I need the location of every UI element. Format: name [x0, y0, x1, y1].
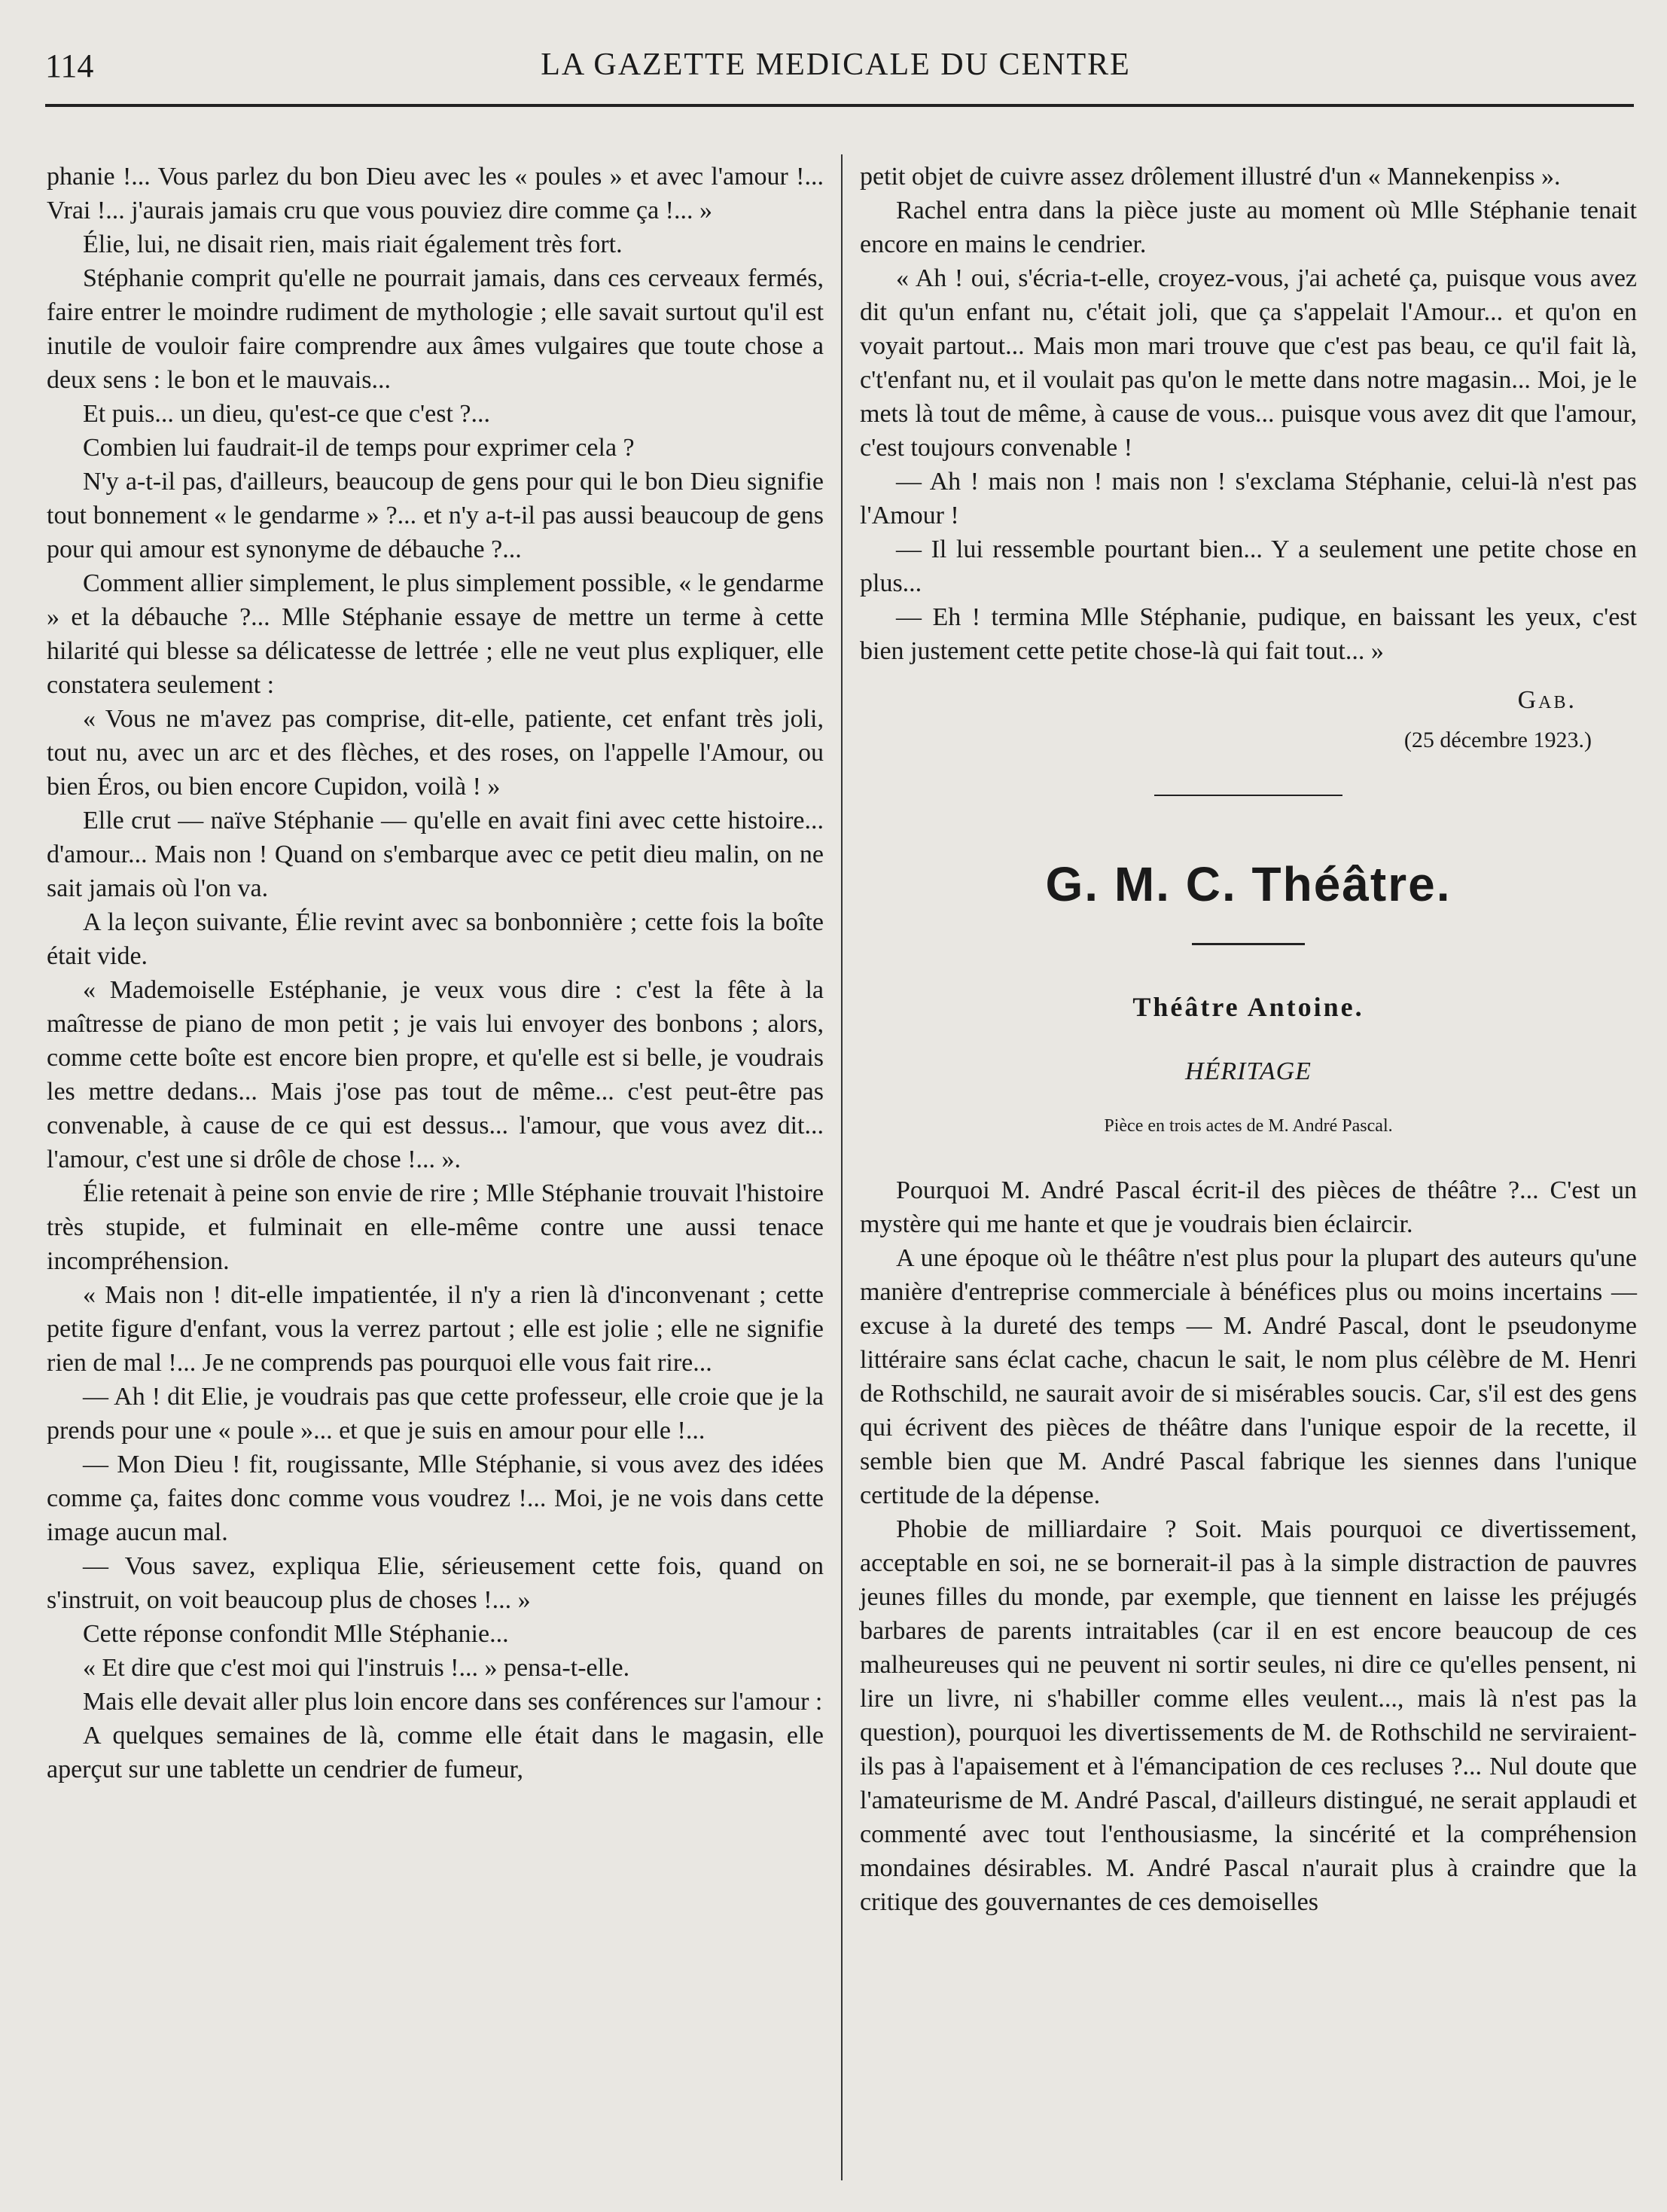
- paragraph: Élie retenait à peine son envie de rire ; Mlle Stéphanie trouvait l'histoire très stupide, et fulminait en elle-même contre une aussi tenace incompréhension.: [47, 1179, 824, 1275]
- paragraph: A la leçon suivante, Élie revint avec sa bonbonnière ; cette fois la boîte était vide.: [47, 908, 824, 970]
- paragraph: petit objet de cuivre assez drôlement illustré d'un « Mannekenpiss ».: [860, 163, 1561, 191]
- paragraph: Et puis... un dieu, qu'est-ce que c'est ?...: [83, 400, 490, 428]
- paragraph: — Vous savez, expliqua Elie, sérieusement cette fois, quand on s'instruit, on voit beaucoup plus de choses !... »: [47, 1552, 824, 1614]
- paragraph: — Eh ! termina Mlle Stéphanie, pudique, en baissant les yeux, c'est bien justement cette petite chose-là qui fait tout... »: [860, 603, 1637, 665]
- paragraph: — Mon Dieu ! fit, rougissante, Mlle Stéphanie, si vous avez des idées comme ça, faites donc comme vous voudrez !... Moi, je ne vois dans cette image aucun mal.: [47, 1451, 824, 1546]
- paragraph: Élie, lui, ne disait rien, mais riait également très fort.: [83, 230, 623, 258]
- paragraph: « Et dire que c'est moi qui l'instruis !... » pensa-t-elle.: [83, 1654, 630, 1682]
- theatre-review: [860, 1173, 1637, 1919]
- paragraph: Combien lui faudrait-il de temps pour exprimer cela ?: [83, 434, 635, 462]
- paragraph: N'y a-t-il pas, d'ailleurs, beaucoup de gens pour qui le bon Dieu signifie tout bonnement « le gendarme » ?... et n'y a-t-il pas aussi beaucoup de gens pour qui amour est synonyme de débauche ?...: [47, 468, 824, 563]
- paragraph: Phobie de milliardaire ? Soit. Mais pourquoi ce divertissement, acceptable en soi, ne se bornerait-il pas à la simple distraction de pauvres jeunes filles du monde, par exemple, que tiennent en laisse les préjugés barbares de parents intraitables (car il en est encore beaucoup de ces malheureuses qui ne peuvent ni sortir seules, ni dire ce qu'elles pensent, ni lire un livre, ni s'habiller comme elles veulent..., mais là n'est pas la question), pourquoi les divertissements de M. de Rothschild ne serviraient-ils pas à l'apaisement et à l'émancipation de ces recluses ?... Nul doute que l'amateurisme de M. André Pascal, d'ailleurs distingué, ne serait applaudi et commenté avec tout l'enthousiasme, la sincérité et la compréhension mondaines désirables. M. André Pascal n'aurait plus à craindre que la critique des gouvernantes de ces demoiselles: [860, 1515, 1637, 1916]
- paragraph: — Il lui ressemble pourtant bien... Y a seulement une petite chose en plus...: [860, 535, 1637, 597]
- paragraph: « Ah ! oui, s'écria-t-elle, croyez-vous, j'ai acheté ça, puisque vous avez dit qu'un enfant nu, c'était joli, que ça s'appelait l'Amour... et qu'on en voyait partout... Mais mon mari trouve que c'est pas beau, ce qu'il fait là, c't'enfant nu, et il voulait pas qu'on le mette dans notre magasin... Moi, je le mets là tout de même, à cause de vous... puisque vous avez dit que l'amour, c'est toujours convenable !: [860, 264, 1637, 462]
- page-header: [45, 47, 1626, 99]
- paragraph: — Ah ! dit Elie, je voudrais pas que cette professeur, elle croie que je la prends pour une « poule »... et que je suis en amour pour elle !...: [47, 1383, 824, 1445]
- paragraph: Mais elle devait aller plus loin encore dans ses conférences sur l'amour :: [83, 1688, 823, 1716]
- paragraph: Cette réponse confondit Mlle Stéphanie...: [83, 1620, 509, 1648]
- left-column: [47, 160, 824, 1786]
- right-column: [860, 160, 1637, 1919]
- section-title: G. M. C. Théâtre.: [1045, 857, 1452, 911]
- paragraph: Elle crut — naïve Stéphanie — qu'elle en avait fini avec cette histoire... d'amour... Mais non ! Quand on s'embarque avec ce petit dieu malin, on ne sait jamais où l'on va.: [47, 807, 824, 902]
- page-number: 114: [45, 47, 94, 84]
- paragraph: Stéphanie comprit qu'elle ne pourrait jamais, dans ces cerveaux fermés, faire entrer le moindre rudiment de mythologie ; elle savait surtout qu'il est inutile de vouloir faire comprendre aux âmes vulgaires que toute chose a deux sens : le bon et le mauvais...: [47, 264, 824, 394]
- section-separator: [1154, 795, 1342, 796]
- paragraph: — Ah ! mais non ! mais non ! s'exclama Stéphanie, celui-là n'est pas l'Amour !: [860, 468, 1637, 529]
- paragraph: « Mais non ! dit-elle impatientée, il n'y a rien là d'inconvenant ; cette petite figure d'enfant, vous la verrez partout ; elle est jolie ; elle ne signifie rien de mal !... Je ne comprends pas pourquoi elle vous fait rire...: [47, 1281, 824, 1377]
- play-subtitle: Pièce en trois actes de M. André Pascal.: [1104, 1116, 1393, 1136]
- paragraph: A une époque où le théâtre n'est plus pour la plupart des auteurs qu'une manière d'entreprise commerciale à bénéfices plus ou moins incertains — excuse à la dureté des temps — M. André Pascal, dont le pseudonyme littéraire sans éclat cache, chacun le sait, le nom plus célèbre de M. Henri de Rothschild, ne saurait avoir de si misérables soucis. Car, s'il est des gens qui écrivent des pièces de théâtre dans l'unique espoir de la recette, il semble bien que M. André Pascal fabrique les siennes dans l'unique certitude de la dépense.: [860, 1244, 1637, 1509]
- column-divider: [841, 154, 843, 2180]
- paragraph: A quelques semaines de là, comme elle était dans le magasin, elle aperçut sur une tablette un cendrier de fumeur,: [47, 1722, 824, 1783]
- signature-date: (25 décembre 1923.): [1403, 728, 1592, 752]
- play-title: HÉRITAGE: [1185, 1057, 1312, 1085]
- running-title: LA GAZETTE MEDICALE DU CENTRE: [541, 47, 1131, 82]
- paragraph: phanie !... Vous parlez du bon Dieu avec les « poules » et avec l'amour !... Vrai !... j'aurais jamais cru que vous pouviez dire comme ça !... »: [47, 163, 824, 224]
- paragraph: « Vous ne m'avez pas comprise, dit-elle, patiente, cet enfant très joli, tout nu, avec un arc et des flèches, et des roses, on l'appelle l'Amour, ou bien Éros, ou bien encore Cupidon, voilà ! »: [47, 705, 824, 801]
- paragraph: Comment allier simplement, le plus simplement possible, « le gendarme » et la débauche ?... Mlle Stéphanie essaye de mettre un terme à cette hilarité qui blesse sa délicatesse de lettrée ; elle ne veut plus expliquer, elle constatera seulement :: [47, 569, 824, 699]
- story-conclusion: [860, 160, 1637, 668]
- author-signature: Gab.: [1517, 686, 1577, 714]
- paragraph: Pourquoi M. André Pascal écrit-il des pièces de théâtre ?... C'est un mystère qui me hante et que je voudrais bien éclaircir.: [860, 1176, 1637, 1238]
- paragraph: « Mademoiselle Estéphanie, je veux vous dire : c'est la fête à la maîtresse de piano de mon petit ; je vais lui envoyer des bonbons ; alors, comme cette boîte est encore bien propre, et qu'elle est si belle, je voudrais les mettre dedans... Mais j'ose pas tout de même... c'est peut-être pas convenable, à cause de ce qui est dessus... l'amour, que vous avez dit... l'amour, c'est une si drôle de chose !... ».: [47, 976, 824, 1173]
- title-separator: [1192, 943, 1305, 945]
- signature-block: [860, 683, 1592, 757]
- header-rule: [45, 104, 1634, 107]
- paragraph: Rachel entra dans la pièce juste au moment où Mlle Stéphanie tenait encore en mains le cendrier.: [860, 197, 1637, 258]
- theatre-name: Théâtre Antoine.: [1132, 992, 1364, 1022]
